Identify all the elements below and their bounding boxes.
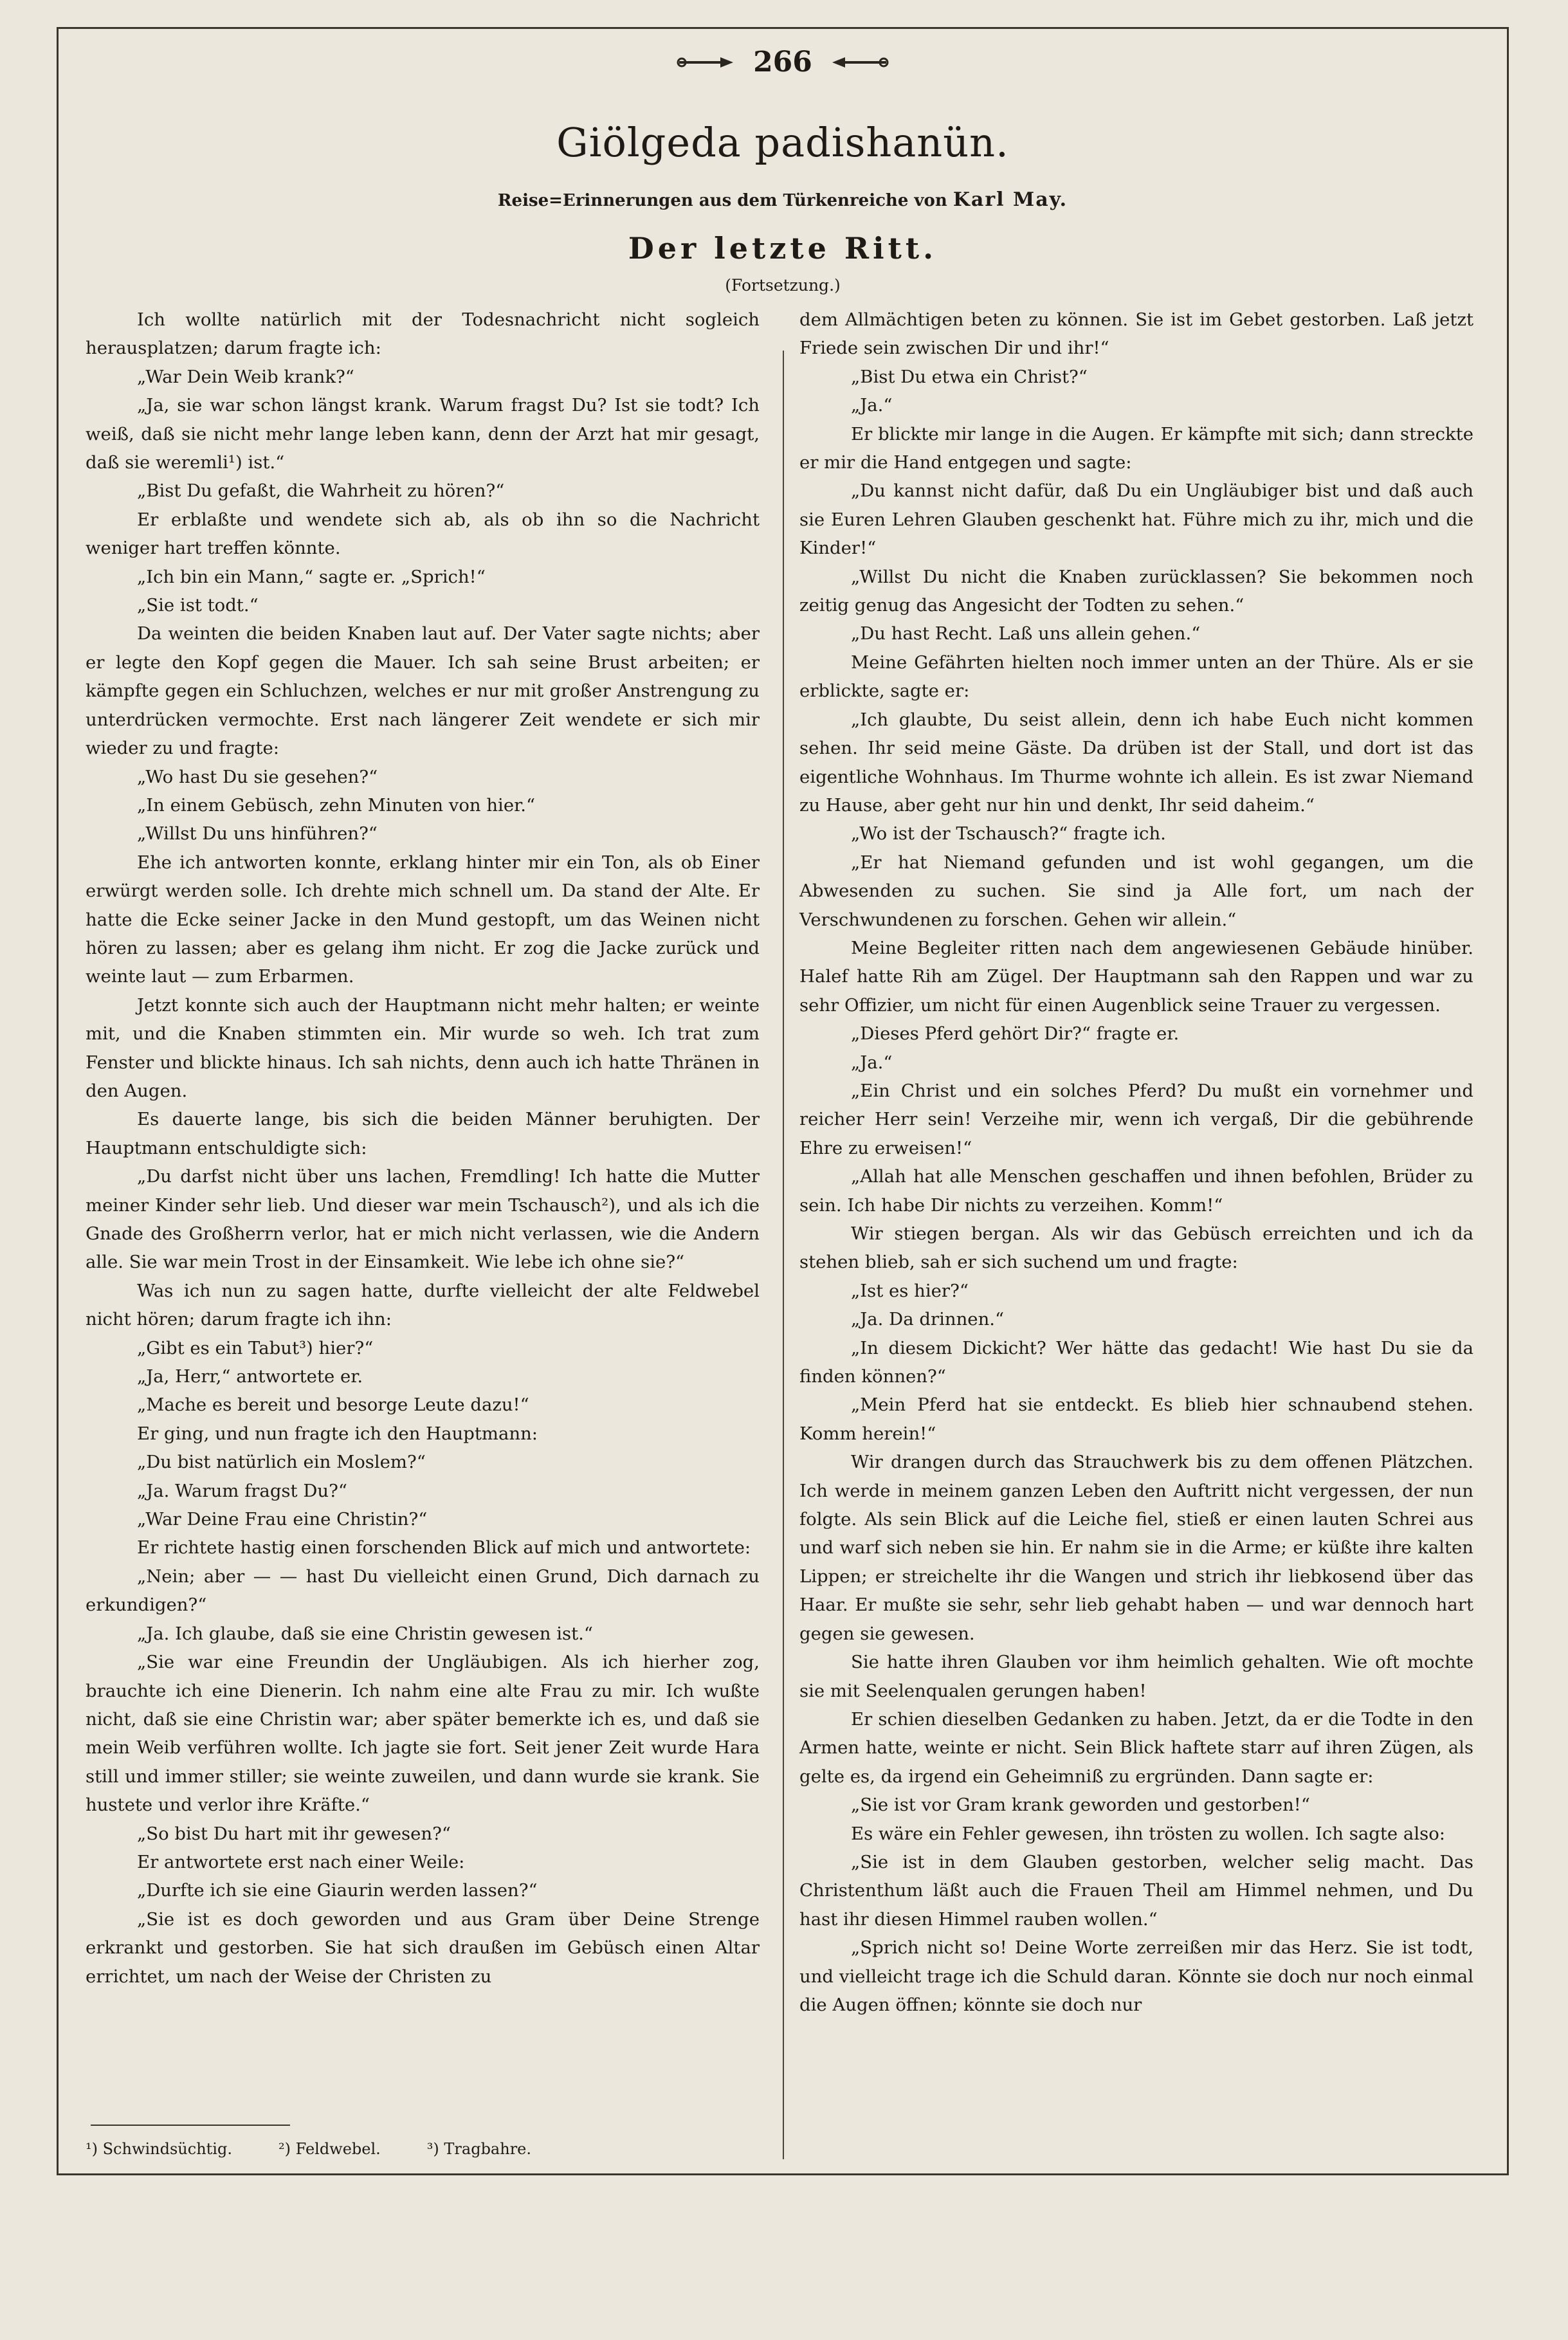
- paragraph: dem Allmächtigen beten zu können. Sie ist im Gebet gestorben. Laß jetzt Friede sein zwischen Dir und ihr!“: [799, 309, 1473, 359]
- paragraph: Meine Gefährten hielten noch immer unten an der Thüre. Als er sie erblickte, sagte er:: [799, 652, 1473, 702]
- footnote: ¹) Schwindsüchtig.: [86, 2140, 232, 2158]
- paragraph: „Ist es hier?“: [851, 1280, 969, 1301]
- chapter-title: Der letzte Ritt.: [628, 231, 938, 266]
- right-column: [799, 306, 1473, 2171]
- paragraph: Es wäre ein Fehler gewesen, ihn trösten zu wollen. Ich sagte also:: [851, 1823, 1446, 1844]
- paragraph: „Wo hast Du sie gesehen?“: [137, 766, 378, 787]
- paragraph: „Du darfst nicht über uns lachen, Fremdling! Ich hatte die Mutter meiner Kinder sehr lieb. Und dieser war mein Tschausch²), und als ich die Gnade des Großherrn verlor, hat er mich nicht verlassen, wie die Andern alle. Sie war mein Trost in der Einsamkeit. Wie lebe ich ohne sie?“: [86, 1166, 760, 1273]
- paragraph: „Mein Pferd hat sie entdeckt. Es blieb hier schnaubend stehen. Komm herein!“: [799, 1394, 1473, 1444]
- paragraph: „War Deine Frau eine Christin?“: [137, 1509, 428, 1530]
- paragraph: „Bist Du gefaßt, die Wahrheit zu hören?“: [137, 480, 505, 502]
- paragraph: Ich wollte natürlich mit der Todesnachricht nicht sogleich herausplatzen; darum fragte ich:: [86, 309, 760, 359]
- page-frame: [57, 27, 1509, 2175]
- paragraph: Er antwortete erst nach einer Weile:: [137, 1851, 465, 1872]
- paragraph: Wir drangen durch das Strauchwerk bis zu dem offenen Plätzchen. Ich werde in meinem ganzen Leben den Auftritt nicht vergessen, der nun folgte. Als sein Blick auf die Leiche fiel, stieß er einen lauten Schrei aus und warf sich neben sie hin. Er nahm sie in die Arme; er küßte ihre kalten Lippen; er streichelte ihr die Wangen und strich ihr liebkosend über das Haar. Er mußte sie sehr, sehr lieb gehabt haben — und war dennoch hart gegen sie gewesen.: [799, 1452, 1473, 1644]
- continuation-note: (Fortsetzung.): [725, 276, 841, 295]
- paragraph: „Gibt es ein Tabut³) hier?“: [137, 1337, 374, 1358]
- paragraph: „Allah hat alle Menschen geschaffen und ihnen befohlen, Brüder zu sein. Ich habe Dir nichts zu verzeihen. Komm!“: [799, 1166, 1473, 1216]
- paragraph: „Ja. Ich glaube, daß sie eine Christin gewesen ist.“: [137, 1623, 593, 1644]
- footnote-rule: [91, 2125, 290, 2126]
- page-number: 266: [753, 46, 812, 78]
- paragraph: „Ja, sie war schon längst krank. Warum fragst Du? Ist sie todt? Ich weiß, daß sie nicht mehr lange leben kann, denn der Arzt hat mir gesagt, daß sie weremli¹) ist.“: [86, 395, 760, 473]
- paragraph: „Ja.“: [851, 395, 893, 416]
- paragraph: „Bist Du etwa ein Christ?“: [851, 366, 1088, 387]
- paragraph: „War Dein Weib krank?“: [137, 366, 354, 387]
- paragraph: „Dieses Pferd gehört Dir?“ fragte er.: [851, 1023, 1180, 1045]
- paragraph: „In diesem Dickicht? Wer hätte das gedacht! Wie hast Du sie da finden können?“: [799, 1337, 1473, 1387]
- paragraph: „Ich glaubte, Du seist allein, denn ich habe Euch nicht kommen sehen. Ihr seid meine Gäste. Da drüben ist der Stall, und dort ist das eigentliche Wohnhaus. Im Thurme wohnte ich allein. Es ist zwar Niemand zu Hause, aber geht nur hin und denkt, Ihr seid daheim.“: [799, 709, 1473, 816]
- paragraph: Jetzt konnte sich auch der Hauptmann nicht mehr halten; er weinte mit, und die Knaben stimmten ein. Mir wurde so weh. Ich trat zum Fenster und blickte hinaus. Ich sah nichts, denn auch ich hatte Thränen in den Augen.: [86, 994, 760, 1101]
- paragraph: „Willst Du uns hinführen?“: [137, 823, 378, 845]
- column-divider: [783, 351, 784, 2159]
- paragraph: „Willst Du nicht die Knaben zurücklassen? Sie bekommen noch zeitig genug das Angesicht der Todten zu sehen.“: [799, 566, 1473, 616]
- paragraph: „Sie war eine Freundin der Ungläubigen. Als ich hierher zog, brauchte ich eine Dienerin. Ich nahm eine alte Frau zu mir. Ich wußte nicht, daß sie eine Christin war; aber später bemerkte ich es, und daß sie mein Weib verführen wollte. Ich jagte sie fort. Seit jener Zeit wurde Hara still und immer stiller; sie weinte zuweilen, und dann wurde sie krank. Sie hustete und verlor ihre Kräfte.“: [86, 1652, 760, 1816]
- paragraph: „Ein Christ und ein solches Pferd? Du mußt ein vornehmer und reicher Herr sein! Verzeihe mir, wenn ich vergaß, Dir die gebührende Ehre zu erweisen!“: [799, 1080, 1473, 1158]
- ornament-left-icon: [675, 56, 740, 69]
- paragraph: „Du kannst nicht dafür, daß Du ein Ungläubiger bist und daß auch sie Euren Lehren Glauben geschenkt hat. Führe mich zu ihr, mich und die Kinder!“: [799, 480, 1473, 559]
- paragraph: Da weinten die beiden Knaben laut auf. Der Vater sagte nichts; aber er legte den Kopf gegen die Mauer. Ich sah seine Brust arbeiten; er kämpfte gegen ein Schluchzen, welches er nur mit großer Anstrengung zu unterdrücken vermochte. Erst nach längerer Zeit wendete er sich mir wieder zu und fragte:: [86, 623, 760, 759]
- article-subtitle: [59, 188, 1507, 211]
- paragraph: „Er hat Niemand gefunden und ist wohl gegangen, um die Abwesenden zu suchen. Sie sind ja Alle fort, um nach der Verschwundenen zu forschen. Gehen wir allein.“: [799, 852, 1473, 930]
- paragraph: Er blickte mir lange in die Augen. Er kämpfte mit sich; dann streckte er mir die Hand entgegen und sagte:: [799, 423, 1473, 473]
- paragraph: Er richtete hastig einen forschenden Blick auf mich und antwortete:: [137, 1537, 751, 1558]
- paragraph: „So bist Du hart mit ihr gewesen?“: [137, 1823, 451, 1844]
- article-title: Giölgeda padishanün.: [556, 119, 1009, 166]
- paragraph: Ehe ich antworten konnte, erklang hinter mir ein Ton, als ob Einer erwürgt werden solle. Ich drehte mich schnell um. Da stand der Alte. Er hatte die Ecke seiner Jacke in den Mund gestopft, um das Weinen nicht hören zu lassen; aber es gelang ihm nicht. Er zog die Jacke zurück und weinte laut — zum Erbarmen.: [86, 852, 760, 987]
- paragraph: „Sie ist es doch geworden und aus Gram über Deine Strenge erkrankt und gestorben. Sie hat sich draußen im Gebüsch einen Altar errichtet, um nach der Weise der Christen zu: [86, 1908, 760, 1987]
- paragraph: „Mache es bereit und besorge Leute dazu!“: [137, 1394, 529, 1416]
- paragraph: „Nein; aber — — hast Du vielleicht einen Grund, Dich darnach zu erkundigen?“: [86, 1566, 760, 1616]
- subtitle-prefix: Reise=Erinnerungen aus dem Türkenreiche von: [497, 191, 947, 210]
- paragraph: „Sprich nicht so! Deine Worte zerreißen mir das Herz. Sie ist todt, und vielleicht trage ich die Schuld daran. Könnte sie doch nur noch einmal die Augen öffnen; könnte sie doch nur: [799, 1937, 1473, 2015]
- paragraph: „Du bist natürlich ein Moslem?“: [137, 1452, 426, 1473]
- page-header: [59, 46, 1507, 84]
- paragraph: „Ja. Warum fragst Du?“: [137, 1480, 347, 1501]
- footnote: ³) Tragbahre.: [426, 2140, 531, 2158]
- paragraph: „Sie ist todt.“: [137, 595, 259, 616]
- paragraph: „Ja.“: [851, 1052, 893, 1073]
- paragraph: „Ich bin ein Mann,“ sagte er. „Sprich!“: [137, 566, 486, 587]
- paragraph: Meine Begleiter ritten nach dem angewiesenen Gebäude hinüber. Halef hatte Rih am Zügel. Der Hauptmann sah den Rappen und war zu sehr Offizier, um nicht für einen Augenblick seine Trauer zu vergessen.: [799, 937, 1473, 1016]
- footnote: ²) Feldwebel.: [278, 2140, 381, 2158]
- footnotes: [86, 2140, 760, 2158]
- paragraph: Was ich nun zu sagen hatte, durfte vielleicht der alte Feldwebel nicht hören; darum fragte ich ihn:: [86, 1280, 760, 1330]
- paragraph: Er schien dieselben Gedanken zu haben. Jetzt, da er die Todte in den Armen hatte, weinte er nicht. Sein Blick haftete starr auf ihren Zügen, als gelte es, da irgend ein Geheimniß zu ergründen. Dann sagte er:: [799, 1708, 1473, 1787]
- ornament-right-icon: [826, 56, 890, 69]
- paragraph: Es dauerte lange, bis sich die beiden Männer beruhigten. Der Hauptmann entschuldigte sich:: [86, 1109, 760, 1158]
- paragraph: „Sie ist in dem Glauben gestorben, welcher selig macht. Das Christenthum läßt auch die Frauen Theil am Himmel nehmen, und Du hast ihr diesen Himmel rauben wollen.“: [799, 1851, 1473, 1930]
- paragraph: „In einem Gebüsch, zehn Minuten von hier.“: [137, 794, 536, 816]
- paragraph: Wir stiegen bergan. Als wir das Gebüsch erreichten und ich da stehen blieb, sah er sich suchend um und fragte:: [799, 1223, 1473, 1273]
- paragraph: Sie hatte ihren Glauben vor ihm heimlich gehalten. Wie oft mochte sie mit Seelenqualen gerungen haben!: [799, 1652, 1473, 1701]
- author-name: Karl May.: [953, 188, 1068, 211]
- paragraph: „Sie ist vor Gram krank geworden und gestorben!“: [851, 1795, 1310, 1816]
- paragraph: „Ja, Herr,“ antwortete er.: [137, 1366, 363, 1387]
- left-column: [86, 306, 760, 2145]
- paragraph: „Ja. Da drinnen.“: [851, 1309, 1005, 1330]
- paragraph: „Wo ist der Tschausch?“ fragte ich.: [851, 823, 1166, 845]
- paragraph: Er ging, und nun fragte ich den Hauptmann:: [137, 1423, 538, 1444]
- paragraph: „Durfte ich sie eine Giaurin werden lassen?“: [137, 1880, 538, 1901]
- paragraph: „Du hast Recht. Laß uns allein gehen.“: [851, 623, 1201, 644]
- paragraph: Er erblaßte und wendete sich ab, als ob ihn so die Nachricht weniger hart treffen könnte.: [86, 509, 760, 559]
